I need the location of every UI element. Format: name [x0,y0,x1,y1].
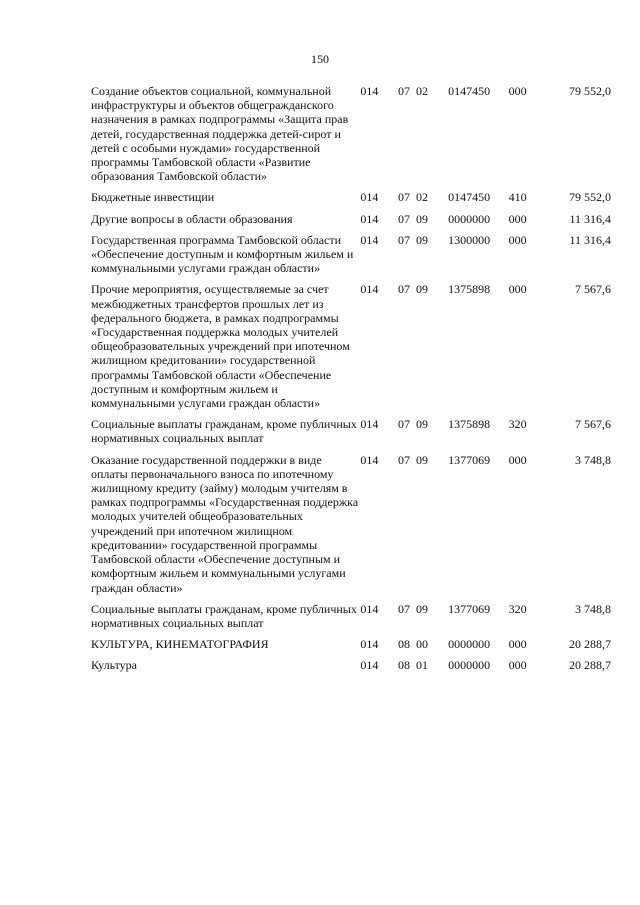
item-name: КУЛЬТУРА, КИНЕМАТОГРАФИЯ [91,637,269,652]
expense-type-code: 000 [508,658,527,673]
department-code: 014 [360,658,379,673]
target-article-code: 0147450 [448,84,491,98]
target-article-code: 0000000 [448,658,491,673]
amount: 20 288,7 [569,658,611,673]
section-code: 07 09 [397,417,428,432]
page-number: 150 [311,52,329,66]
budget-table [91,84,611,680]
item-name: Прочие мероприятия, осуществляемые за счет межбюджетных трансфертов прошлых лет из федерального бюджета, в рамках подпрограммы «Государственная поддержка молодых учителей общеобразовательных учреждений при ипотечном жилищном кредитовании» государственной программы Тамбовской области «Обеспечение доступным и комфортным жильем и коммунальными услугами граждан области» [91,282,350,411]
department-code: 014 [360,190,379,205]
item-name: Государственная программа Тамбовской области «Обеспечение доступным и комфортным жильем и коммунальными услугами граждан области» [91,232,354,276]
department-code: 014 [360,452,379,467]
item-name: Культура [91,658,137,673]
target-article-code: 0147450 [448,190,491,205]
expense-type-code: 000 [508,282,527,297]
amount: 7 567,6 [575,417,611,432]
expense-type-code: 000 [508,232,527,247]
section-code: 08 01 [397,658,428,673]
expense-type-code: 000 [508,637,527,652]
section-code: 07 02 [397,190,428,205]
department-code: 014 [360,417,379,432]
table-row [91,233,611,283]
target-article-code: 1375898 [448,417,491,432]
expense-type-code: 000 [508,84,527,98]
section-code: 07 02 [397,84,428,98]
amount: 20 288,7 [569,637,611,652]
item-name: Оказание государственной поддержки в виде оплаты первоначального взноса по ипотечному жилищному кредиту (займу) молодым учителям в рамках подпрограммы «Государственная поддержка молодых учителей общеобразовательных учреждений при ипотечном жилищном кредитовании» государственной программы Тамбовской области «Обеспечение доступным и комфортным жильем и коммунальными услугами граждан области» [91,452,359,595]
item-name: Другие вопросы в области образования [91,211,293,226]
department-code: 014 [360,211,379,226]
section-code: 07 09 [397,211,428,226]
section-code: 07 09 [397,452,428,467]
item-name: Бюджетные инвестиции [91,190,215,205]
amount: 11 316,4 [569,211,611,226]
table-row [91,212,611,233]
target-article-code: 1377069 [448,452,491,467]
amount: 11 316,4 [569,232,611,247]
item-name: Создание объектов социальной, коммунальной инфраструктуры и объектов общегражданского назначения в рамках подпрограммы «Защита прав детей, государственная поддержка детей-сирот и детей с особыми нуждами» государственной программы Тамбовской области «Развитие образования Тамбовской области» [91,84,349,184]
table-row [91,417,611,452]
expense-type-code: 320 [508,417,527,432]
target-article-code: 1375898 [448,282,491,297]
expense-type-code: 320 [508,601,527,616]
expense-type-code: 000 [508,211,527,226]
table-row [91,658,611,679]
table-row [91,453,611,602]
budget-table-body [91,84,611,680]
amount: 79 552,0 [569,84,611,98]
item-name: Социальные выплаты гражданам, кроме публичных нормативных социальных выплат [91,417,357,446]
department-code: 014 [360,232,379,247]
target-article-code: 1300000 [448,232,491,247]
department-code: 014 [360,84,379,98]
table-row [91,602,611,637]
item-name: Социальные выплаты гражданам, кроме публичных нормативных социальных выплат [91,601,357,630]
department-code: 014 [360,637,379,652]
target-article-code: 1377069 [448,601,491,616]
expense-type-code: 410 [508,190,527,205]
section-code: 07 09 [397,601,428,616]
amount: 79 552,0 [569,190,611,205]
amount: 3 748,8 [575,601,611,616]
table-row [91,190,611,211]
section-code: 07 09 [397,232,428,247]
target-article-code: 0000000 [448,637,491,652]
table-row [91,84,611,190]
section-code: 07 09 [397,282,428,297]
table-row [91,637,611,658]
department-code: 014 [360,601,379,616]
expense-type-code: 000 [508,452,527,467]
department-code: 014 [360,282,379,297]
section-code: 08 00 [397,637,428,652]
amount: 7 567,6 [575,282,611,297]
amount: 3 748,8 [575,452,611,467]
table-row [91,282,611,417]
target-article-code: 0000000 [448,211,491,226]
